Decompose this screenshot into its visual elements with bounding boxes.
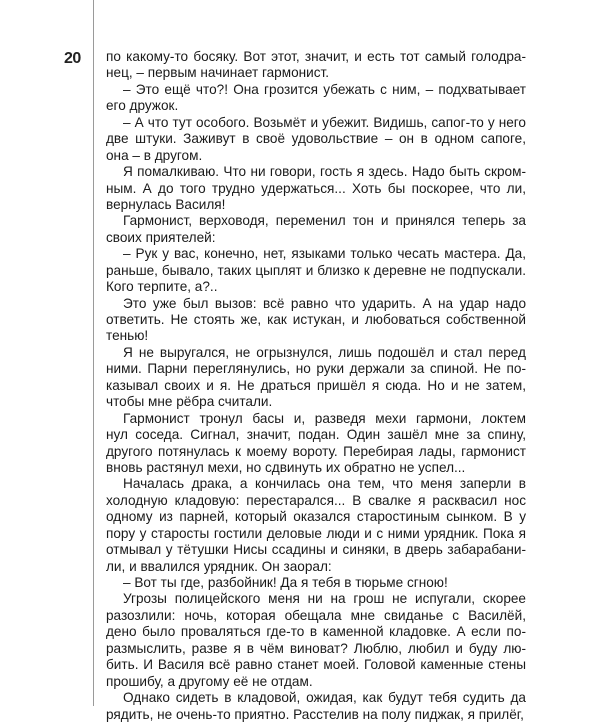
paragraph xyxy=(106,49,526,82)
paragraph xyxy=(106,246,526,295)
text-line: Угрозы полицейского меня ни на грош не испугали, скорее xyxy=(123,591,526,607)
margin-rule xyxy=(93,0,94,706)
paragraph xyxy=(106,575,526,591)
text-line: казывал своих и я. Не драться пришёл я сюда. Но и не затем, xyxy=(106,377,526,393)
text-line: Я помалкиваю. Что ни говори, гость я здесь. Надо быть скром- xyxy=(123,164,526,180)
page-number: 20 xyxy=(64,50,81,67)
text-line: – Это ещё что?! Она грозится убежать с ним, – подхватывает xyxy=(123,81,526,97)
text-line: ли, и ввалился урядник. Он заорал: xyxy=(106,558,332,574)
text-line: ответить. Не стоять же, как истукан, и любоваться собственной xyxy=(106,312,526,327)
text-line: чтобы мне рёбра считали. xyxy=(106,394,273,410)
text-line: – Вот ты где, разбойник! Да я тебя в тюрьме сгною! xyxy=(123,575,448,590)
text-line: прошибу, а другому её не отдам. xyxy=(106,673,313,689)
text-line: Гармонист тронул басы и, разведя мехи гармони, локтем xyxy=(123,410,526,426)
text-line: рядить, не очень-то приятно. Расстелив на полу пиджак, я прилёг, xyxy=(106,706,524,722)
paragraph xyxy=(106,690,526,723)
text-line: по какому-то босяку. Вот этот, значит, и есть тот самый голодра- xyxy=(106,49,526,64)
text-line: она – в другом. xyxy=(106,147,203,163)
paragraph xyxy=(106,82,526,115)
text-line: раньше, бывало, таких цыплят и близко к деревне не подпускали. xyxy=(106,262,526,278)
text-line: Однако сидеть в кладовой, ожидая, как будут тебя судить да xyxy=(123,690,526,706)
text-line: – Рук у вас, конечно, нет, языками только чесать мастера. Да, xyxy=(123,246,526,262)
text-line: Я не выругался, не огрызнулся, лишь подошёл и стал перед xyxy=(123,344,526,360)
text-line: Гармонист, верховодя, переменил тон и принялся теперь за xyxy=(123,213,526,229)
paragraph xyxy=(106,115,526,164)
text-line: – А что тут особого. Возьмёт и убежит. Видишь, сапог-то у него xyxy=(123,114,526,130)
text-line: Кого терпите, а?.. xyxy=(106,279,218,295)
paragraph xyxy=(106,411,526,477)
text-line: нец, – первым начинает гармонист. xyxy=(106,65,330,81)
paragraph xyxy=(106,591,526,690)
text-line: тенью! xyxy=(106,328,149,344)
text-line: вновь растянул мехи, но сдвинуть их обратно не успел... xyxy=(106,459,466,475)
text-line: ным. А до того трудно удержаться... Хоть бы поскорее, что ли, xyxy=(106,180,526,196)
text-line: две штуки. Заживут в своё удовольствие – он в одном сапоге, xyxy=(106,131,526,147)
text-line: его дружок. xyxy=(106,98,179,114)
text-line: одному из парней, который оказался старостиным сынком. В у xyxy=(106,509,526,525)
paragraph xyxy=(106,164,526,213)
text-line: другого потянулась к моему вороту. Перебирая лады, гармонист xyxy=(106,443,526,459)
paragraph xyxy=(106,296,526,345)
text-line: бить. И Василя всё равно станет моей. Головой каменные стены xyxy=(106,657,526,673)
text-line: своих приятелей: xyxy=(106,229,216,245)
paragraph xyxy=(106,476,526,575)
text-line: размыслить, разве я в чём виноват? Люблю, любил и буду лю- xyxy=(106,640,526,656)
text-line: Началась драка, а кончилась она тем, что меня заперли в xyxy=(123,476,526,492)
text-line: холодную кладовую: перестарался... В свалке я расквасил нос xyxy=(106,492,526,508)
text-line: ними. Парни переглянулись, но руки держали за спиной. Не по- xyxy=(106,361,526,377)
text-line: пору у старосты гостили деловые люди и с ними урядник. Пока я xyxy=(106,525,526,541)
text-line: отмывал у тётушки Нисы ссадины и синяки, в дверь забарабани- xyxy=(106,542,526,558)
paragraph xyxy=(106,345,526,411)
body-text xyxy=(106,49,526,723)
paragraph xyxy=(106,213,526,246)
text-line: разозлили: ночь, которая обещала мне свиданье с Василёй, xyxy=(106,607,526,623)
text-line: нул соседа. Сигнал, значит, подан. Один зашёл мне за спину, xyxy=(106,427,526,443)
text-line: вернулась Василя! xyxy=(106,196,226,212)
text-line: дено было проваляться где-то в каменной кладовке. А если по- xyxy=(106,624,526,640)
text-line: Это уже был вызов: всё равно что ударить. А на удар надо xyxy=(123,295,526,311)
